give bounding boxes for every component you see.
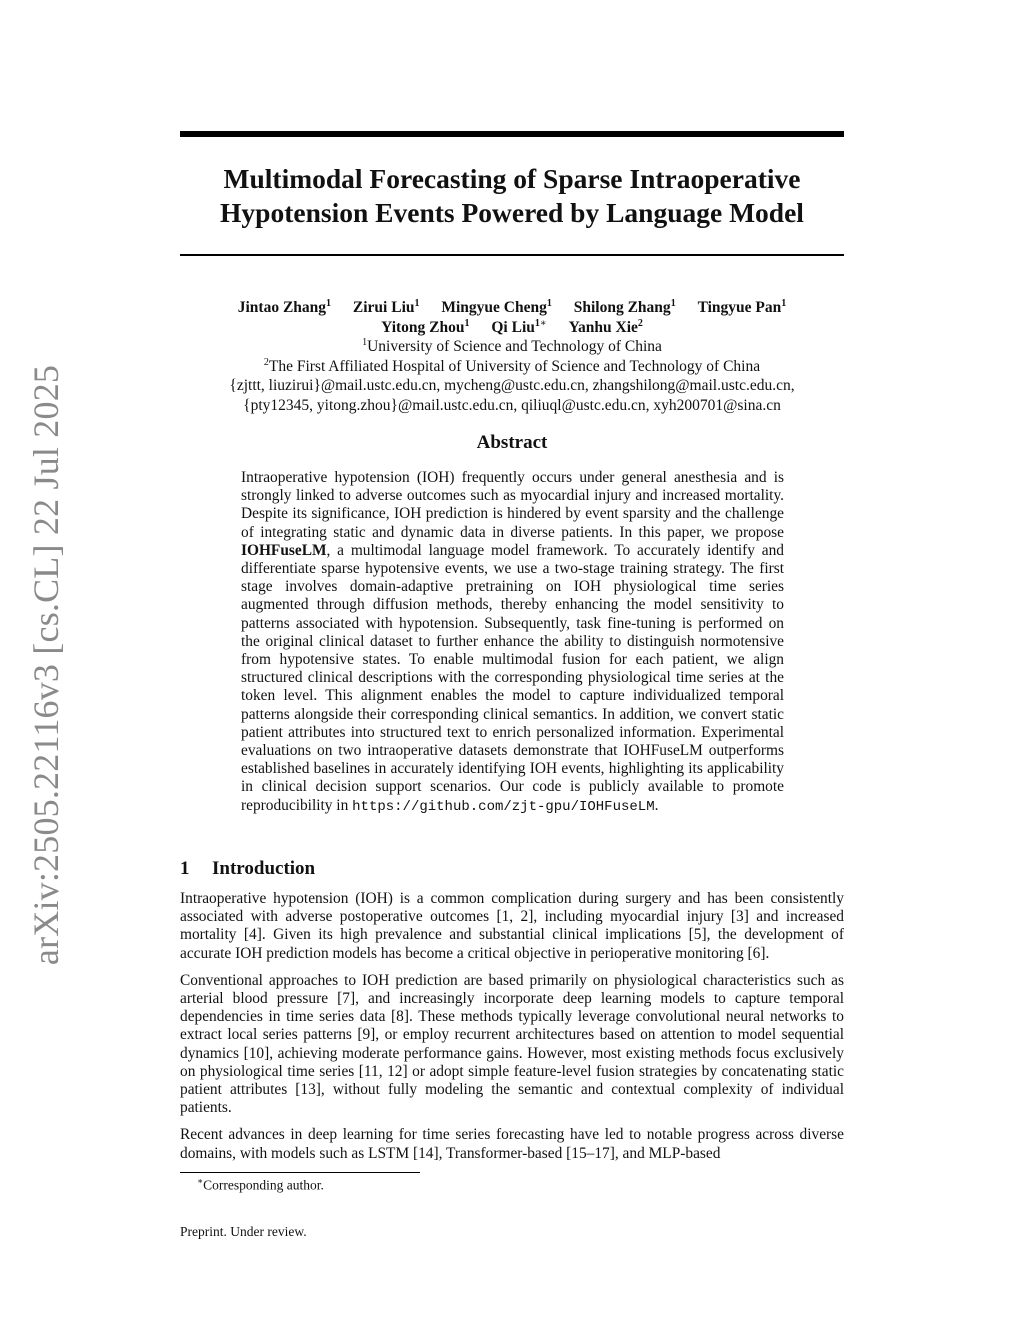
paragraph: Recent advances in deep learning for time series forecasting have led to notable progress across diverse domains, with models such as LSTM [14], Transformer-based [15–17], and MLP-based xyxy=(180,1126,844,1162)
author: Yanhu Xie$^2$ xyxy=(568,317,643,336)
author: Shilong Zhang$^1$ xyxy=(573,297,676,316)
section-title: Introduction xyxy=(212,858,316,879)
title-line-1: Multimodal Forecasting of Sparse Intraoperative xyxy=(223,163,801,194)
introduction-text xyxy=(180,890,844,1172)
abstract-body: Intraoperative hypotension (IOH) frequently occurs under general anesthesia and is strongly linked to adverse outcomes such as myocardial injury and increased mortality. Despite its significance, IOH prediction is hindered by event sparsity and the challenge of integrating static and dynamic data in diverse patients. In this paper, we propose IOHFuseLM, a multimodal language model framework. To accurately identify and differentiate sparse hypotensive events, we use a two-stage training strategy. The first stage involves domain-adaptive pretraining on IOH physiological time series augmented through diffusion methods, thereby enhancing the model sensitivity to patterns associated with hypotension. Subsequently, task fine-tuning is performed on the original clinical dataset to further enhance the ability to distinguish normotensive from hypotensive states. To enable multimodal fusion for each patient, we align structured clinical descriptions with the corresponding physiological time series at the token level. This alignment enables the model to capture individualized temporal patterns alongside their corresponding clinical semantics. In addition, we convert static patient attributes into structured text to enrich personalized information. Experimental evaluations on two intraoperative datasets demonstrate that IOHFuseLM outperforms established baselines in accurately identifying IOH events, highlighting its applicability in clinical decision support scenarios. Our code is publicly available to promote reproducibility in https://github.com/zjt-gpu/IOHFuseLM. xyxy=(241,469,784,815)
model-name: IOHFuseLM xyxy=(241,541,327,559)
title-bottom-rule xyxy=(180,254,844,256)
preprint-notice: Preprint. Under review. xyxy=(180,1224,307,1239)
author-block xyxy=(160,298,864,415)
author: Yitong Zhou$^1$ xyxy=(381,317,470,336)
title-line-2: Hypotension Events Powered by Language Model xyxy=(220,197,804,228)
author: Tingyue Pan$^1$ xyxy=(697,297,787,316)
footnote: ∗Corresponding author. xyxy=(197,1176,324,1193)
code-url-link[interactable]: https://github.com/zjt-gpu/IOHFuseLM xyxy=(352,798,655,815)
affiliation-2: $^2$The First Affiliated Hospital of University of Science and Technology of China xyxy=(263,356,761,375)
author: Mingyue Cheng$^1$ xyxy=(441,297,552,316)
title-top-rule xyxy=(180,131,844,137)
author-corresponding: Qi Liu$^{1∗}$ xyxy=(491,317,547,336)
affiliation-1: $^1$University of Science and Technology of China xyxy=(362,336,662,355)
arxiv-identifier-stamp: arXiv:2505.22116v3 [cs.CL] 22 Jul 2025 xyxy=(26,364,66,966)
author: Jintao Zhang$^1$ xyxy=(237,297,332,316)
corresponding-mark: ∗ xyxy=(539,317,547,329)
footnote-rule xyxy=(180,1172,420,1173)
author-line-1 xyxy=(160,298,864,318)
paragraph: Conventional approaches to IOH prediction are based primarily on physiological characteristics such as arterial blood pressure [7], and increasingly incorporate deep learning models to capture temporal dependencies in time series data [8]. These methods typically leverage convolutional neural networks to extract local series patterns [9], or employ recurrent architectures based on attention to model sequential dynamics [10], achieving moderate performance gains. However, most existing methods focus exclusively on physiological time series [11, 12] or adopt simple feature-level fusion strategies by concatenating static patient attributes [13], without fully modeling the semantic and contextual complexity of individual patients. xyxy=(180,971,844,1117)
section-number: 1 xyxy=(180,858,190,879)
author: Zirui Liu$^1$ xyxy=(352,297,420,316)
abstract-heading: Abstract xyxy=(476,432,548,453)
paper-title xyxy=(180,162,844,230)
email-line-2: {pty12345, yitong.zhou}@mail.ustc.edu.cn, qiliuql@ustc.edu.cn, xyh200701@sina.cn xyxy=(243,396,781,414)
email-line-1: {zjttt, liuzirui}@mail.ustc.edu.cn, mycheng@ustc.edu.cn, zhangshilong@mail.ustc.edu.cn, xyxy=(229,377,795,394)
paragraph: Intraoperative hypotension (IOH) is a common complication during surgery and has been consistently associated with adverse postoperative outcomes [1, 2], including myocardial injury [3] and increased mortality [4]. Given its high prevalence and substantial clinical implications [5], the development of accurate IOH prediction models has become a critical objective in perioperative monitoring [6]. xyxy=(180,890,844,962)
author-line-2 xyxy=(160,318,864,338)
section-heading xyxy=(180,858,315,880)
